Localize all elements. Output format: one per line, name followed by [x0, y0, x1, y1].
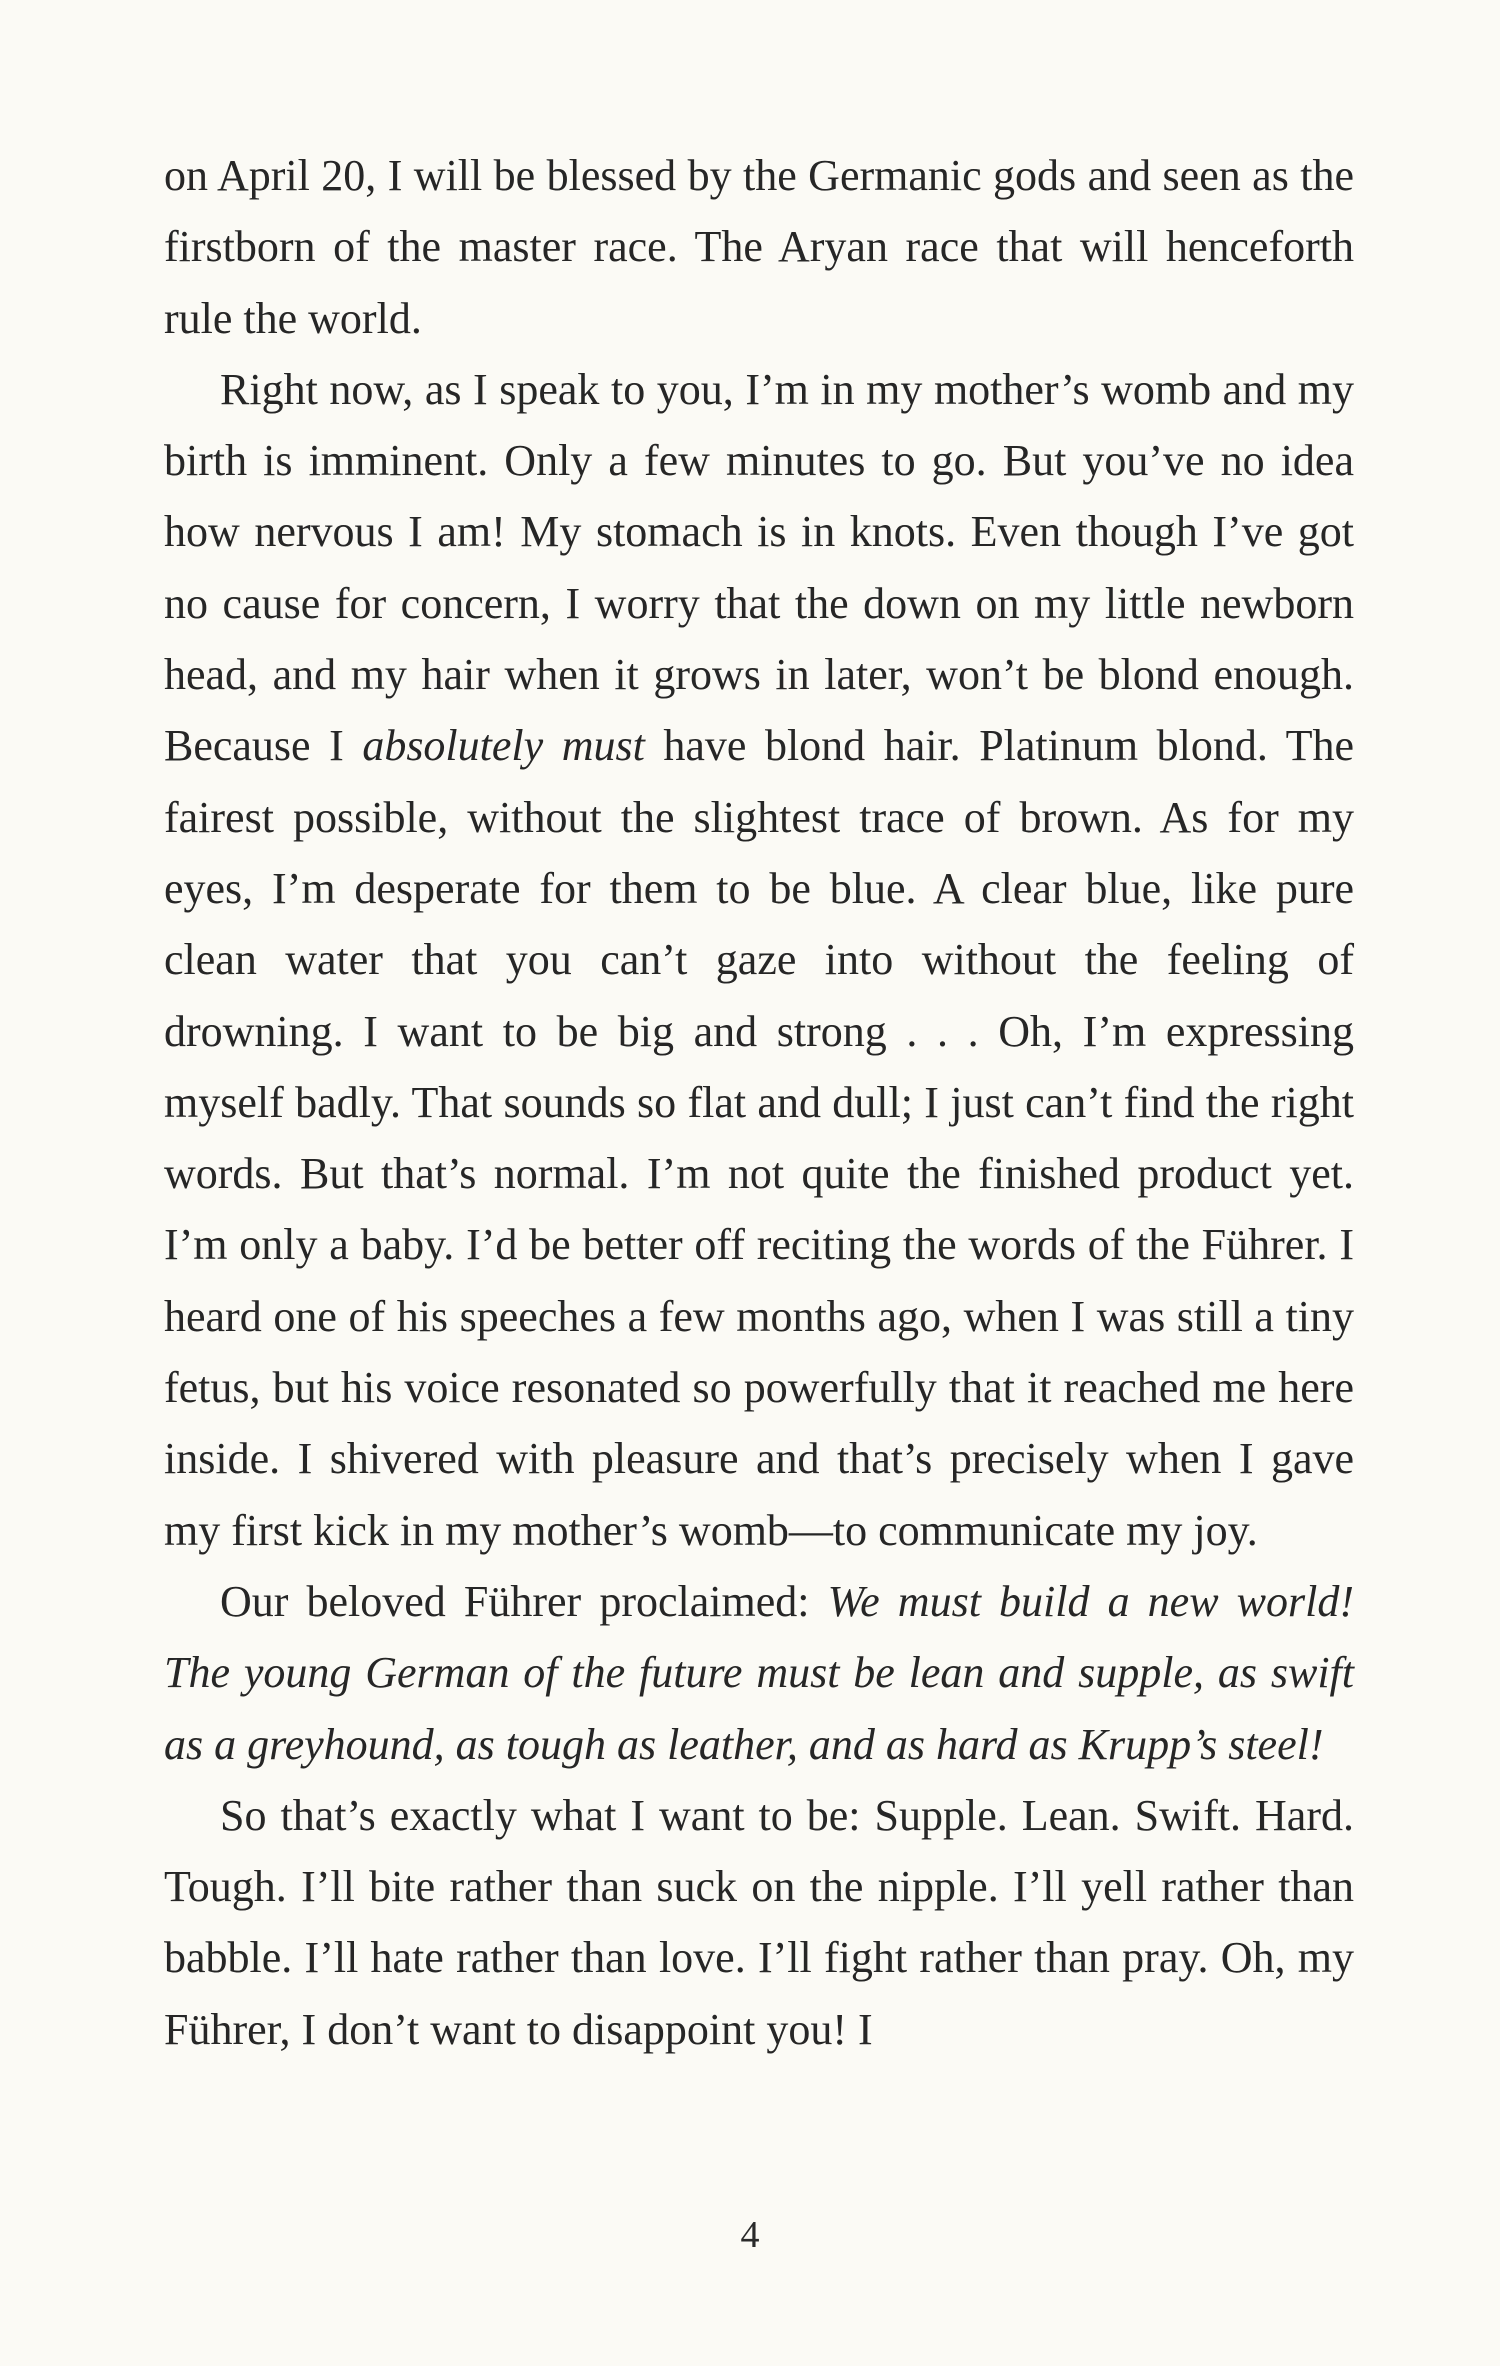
- paragraph-resolve: [164, 1780, 1354, 2065]
- text-run: on April 20, I will be blessed by the Germanic gods and seen as the firstborn of the master race. The Aryan race that will henceforth rule the world.: [164, 151, 1354, 343]
- text-run: Right now, as I speak to you, I’m in my mother’s womb and my birth is imminent. Only a few minutes to go. But you’ve no idea how nervous I am! My stomach is in knots. Even though I’ve got no cause for concern, I worry that the down on my little newborn head, and my hair when it grows in later, won’t be blond enough. Because I: [164, 364, 1354, 771]
- text-run: Our beloved Führer proclaimed:: [220, 1576, 828, 1626]
- paragraph-birth: [164, 354, 1354, 1566]
- italic-quote: We must build a new world! The young German of the future must be lean and supple, as swift as a greyhound, as tough as leather, and as hard as Krupp’s steel!: [164, 1576, 1354, 1769]
- italic-emphasis: absolutely must: [362, 721, 645, 771]
- text-run: So that’s exactly what I want to be: Supple. Lean. Swift. Hard. Tough. I’ll bite rather than suck on the nipple. I’ll yell rather than babble. I’ll hate rather than love. I’ll fight rather than pray. Oh, my Führer, I don’t want to disappoint you! I: [164, 1790, 1354, 2054]
- paragraph-quote: [164, 1566, 1354, 1780]
- body-text: [164, 140, 1354, 2065]
- text-run: have blond hair. Platinum blond. The fairest possible, without the slightest trace of brown. As for my eyes, I’m desperate for them to be blue. A clear blue, like pure clean water that you can’t gaze into without the feeling of drowning. I want to be big and strong . . . Oh, I’m expressing myself badly. That sounds so flat and dull; I just can’t find the right words. But that’s normal. I’m not quite the finished product yet. I’m only a baby. I’d be better off reciting the words of the Führer. I heard one of his speeches a few months ago, when I was still a tiny fetus, but his voice resonated so powerfully that it reached me here inside. I shivered with pleasure and that’s precisely when I gave my first kick in my mother’s womb—to communicate my joy.: [164, 721, 1355, 1555]
- paragraph-continuation: [164, 140, 1354, 354]
- page-number: 4: [740, 2214, 760, 2256]
